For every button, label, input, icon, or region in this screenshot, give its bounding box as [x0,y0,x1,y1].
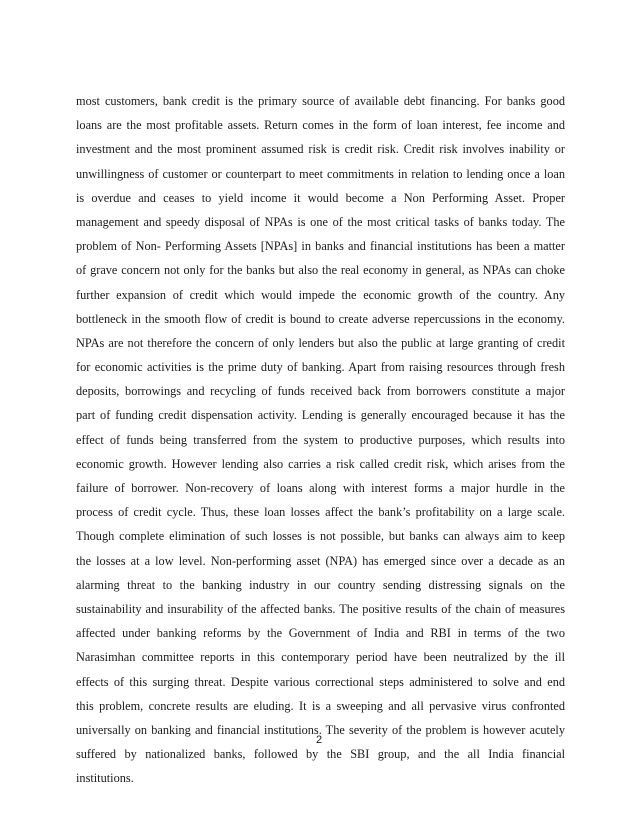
paragraph-line: bottleneck in the smooth flow of credit is bound to create adverse repercussions in the economy. [76,311,565,326]
paragraph-line: part of funding credit dispensation activity. Lending is generally encouraged because it has the [76,408,565,423]
paragraph-line: economic growth. However lending also carries a risk called credit risk, which arises from the [76,456,565,471]
paragraph-line: for economic activities is the prime duty of banking. Apart from raising resources through fresh [76,360,565,375]
page-number: 2 [315,734,323,746]
paragraph-line: Narasimhan committee reports in this contemporary period have been neutralized by the ill [76,650,565,665]
paragraph-line: effects of this surging threat. Despite various correctional steps administered to solve and end [76,674,565,689]
paragraph-line: investment and the most prominent assumed risk is credit risk. Credit risk involves inability or [76,142,565,157]
paragraph-line: alarming threat to the banking industry in our country sending distressing signals on the [76,577,565,592]
paragraph-line: this problem, concrete results are eluding. It is a sweeping and all pervasive virus confronted [76,698,565,713]
paragraph-line: NPAs are not therefore the concern of only lenders but also the public at large granting of credit [76,335,565,350]
paragraph-line: most customers, bank credit is the primary source of available debt financing. For banks good [76,94,565,108]
paragraph-line: is overdue and ceases to yield income it would become a Non Performing Asset. Proper [76,190,565,205]
paragraph-line: universally on banking and financial institutions. The severity of the problem is however acutely [76,722,565,737]
paragraph-line: management and speedy disposal of NPAs is one of the most critical tasks of banks today. The [76,214,565,229]
paragraph-line: problem of Non- Performing Assets [NPAs] in banks and financial institutions has been a matter [76,239,565,254]
body-paragraph [76,89,565,790]
paragraph-line: institutions. [76,771,134,786]
paragraph-line: unwillingness of customer or counterpart to meet commitments in relation to lending once a loan [76,166,565,181]
paragraph-line: effect of funds being transferred from the system to productive purposes, which results into [76,432,565,447]
paragraph-line: sustainability and insurability of the affected banks. The positive results of the chain of measures [76,601,565,616]
paragraph-line: failure of borrower. Non-recovery of loans along with interest forms a major hurdle in the [76,481,565,495]
paragraph-line: of grave concern not only for the banks but also the real economy in general, as NPAs can choke [76,263,565,278]
paragraph-line: suffered by nationalized banks, followed by the SBI group, and the all India financial [76,747,565,762]
paragraph-line: loans are the most profitable assets. Return comes in the form of loan interest, fee income and [76,118,565,133]
paragraph-line: the losses at a low level. Non-performing asset (NPA) has emerged since over a decade as an [76,553,565,568]
paragraph-line: deposits, borrowings and recycling of funds received back from borrowers constitute a major [76,384,565,399]
paragraph-line: process of credit cycle. Thus, these loan losses affect the bank’s profitability on a large scale. [76,505,565,520]
paragraph-line: affected under banking reforms by the Government of India and RBI in terms of the two [76,626,565,641]
paragraph-line: Though complete elimination of such losses is not possible, but banks can always aim to keep [76,529,565,544]
paragraph-line: further expansion of credit which would impede the economic growth of the country. Any [76,287,565,302]
